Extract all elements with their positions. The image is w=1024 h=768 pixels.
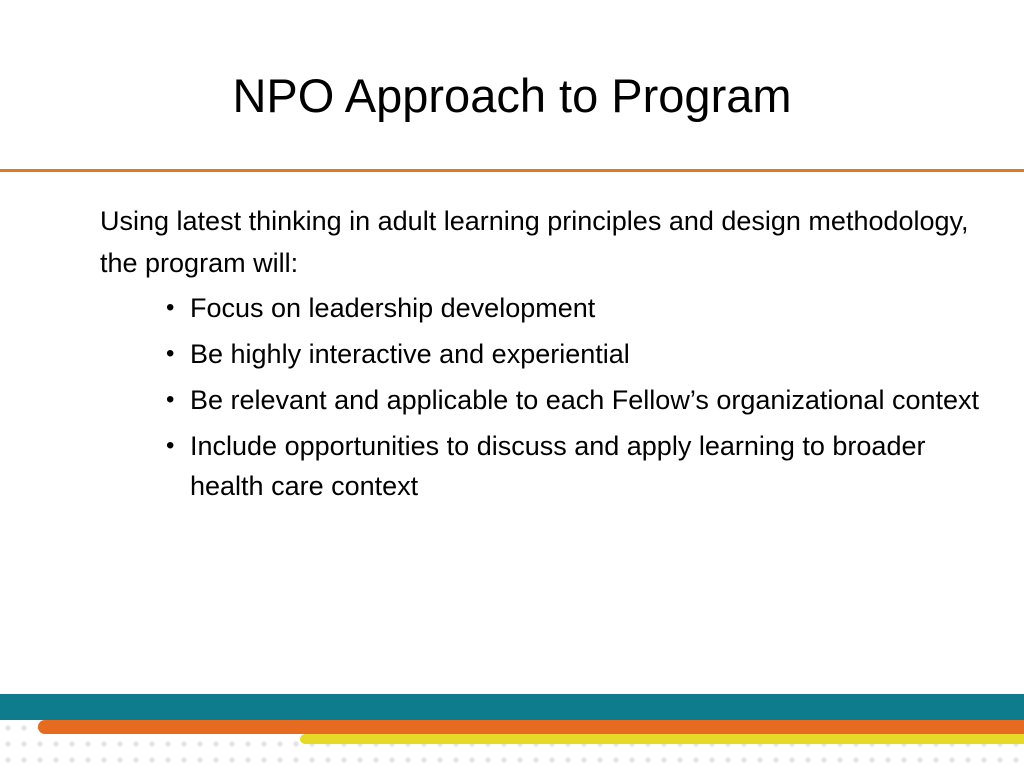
slide-title: NPO Approach to Program [232,69,792,122]
bullet-icon: • [166,340,175,367]
bullet-text: Focus on leadership development [190,293,596,323]
bullet-icon: • [166,432,175,459]
bullet-item [160,426,980,506]
bullet-item [160,288,980,328]
footer-band-yellow [300,734,1024,744]
intro-text: Using latest thinking in adult learning principles and design methodology, the program will: [100,206,969,278]
bullet-item [160,334,980,374]
slide-body [100,200,980,512]
bullet-icon: • [166,386,175,413]
footer-band-teal [0,694,1024,720]
bullet-list [100,288,980,506]
bullet-text: Be relevant and applicable to each Fellow’s organizational context [190,385,979,415]
bullet-icon: • [166,294,175,321]
bullet-item [160,380,980,420]
title-divider [0,169,1024,172]
footer-band-orange [38,720,1024,734]
bullet-text: Be highly interactive and experiential [190,339,630,369]
bullet-text: Include opportunities to discuss and apply learning to broader health care context [190,431,926,501]
